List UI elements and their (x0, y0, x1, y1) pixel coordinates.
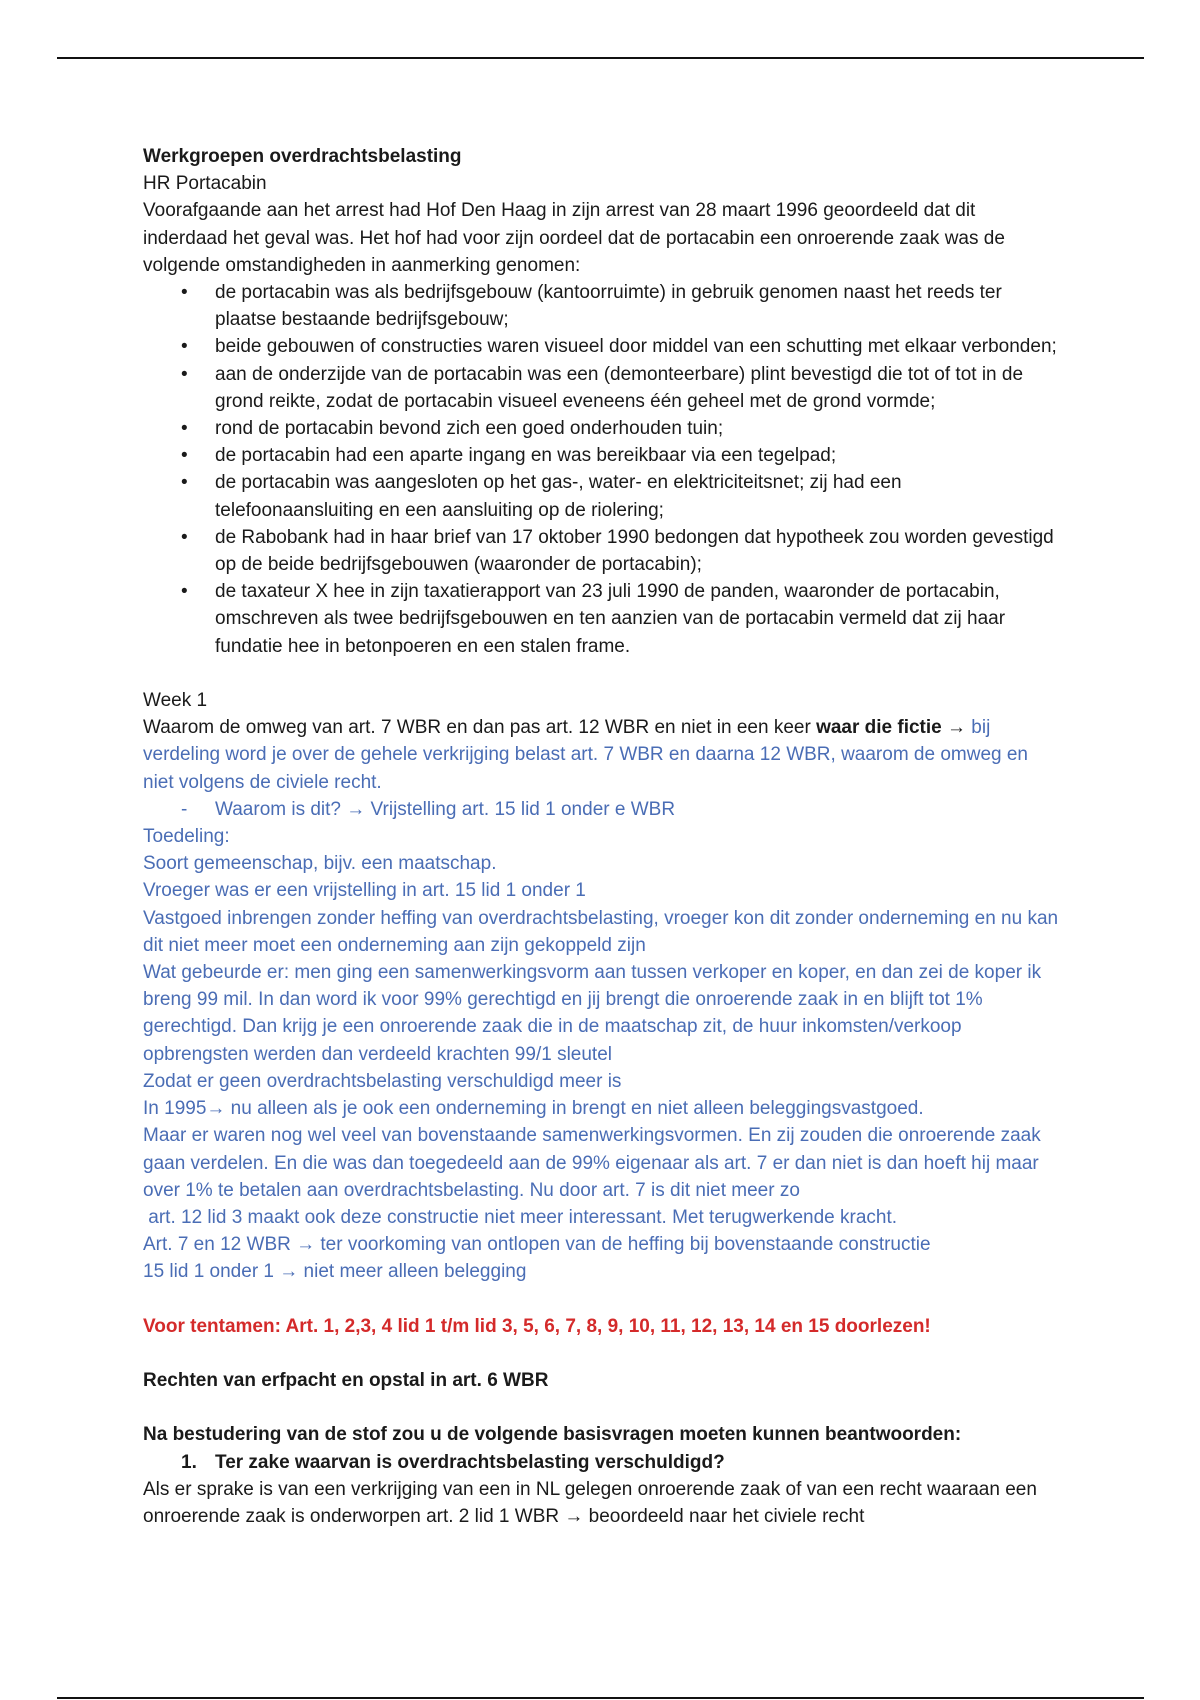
answer-paragraph: Als er sprake is van een verkrijging van een in NL gelegen onroerende zaak of van een recht waaraan een onroerende zaak is onderworpen art. 2 lid 1 WBR → beoordeeld naar het civiele recht (143, 1478, 1037, 1528)
note-line: Art. 7 en 12 WBR → ter voorkoming van ontlopen van de heffing bij bovenstaande constructie (143, 1234, 931, 1256)
note-line: art. 12 lid 3 maakt ook deze constructie niet meer interessant. Met terugwerkende kracht. (143, 1206, 898, 1228)
bullet-icon: • (181, 472, 188, 494)
footer-rule (57, 1697, 1144, 1699)
document-subtitle: HR Portacabin (143, 173, 267, 195)
list-item: • rond de portacabin bevond zich een goed onderhouden tuin; (143, 415, 1063, 442)
document-title: Werkgroepen overdrachtsbelasting (143, 146, 462, 167)
note-line: Wat gebeurde er: men ging een samenwerkingsvorm aan tussen verkoper en koper, en dan zei de koper ik breng 99 mil. In dan word ik voor 99% gerechtigd en jij brengt die onroerende zaak in en blijft tot 1% gerechtigd. Dan krijg je een onroerende zaak die in de maatschap zit, de huur inkomsten/verkoop opbrengsten werden dan verdeeld krachten 99/1 sleutel (143, 962, 1042, 1065)
list-item: • aan de onderzijde van de portacabin was een (demonteerbare) plint bevestigd die tot of tot in de grond reikte, zodat de portacabin visueel eveneens één geheel met de grond vormde; (143, 361, 1063, 415)
note-line: In 1995→ nu alleen als je ook een onderneming in brengt en niet alleen beleggingsvastgoed. (143, 1098, 924, 1120)
note-line: Vroeger was er een vrijstelling in art. 15 lid 1 onder 1 (143, 880, 586, 902)
dash-list-item: - Waarom is dit? → Vrijstelling art. 15 lid 1 onder e WBR (181, 798, 676, 820)
week-question: Waarom de omweg van art. 7 WBR en dan pas art. 12 WBR en niet in een keer waar die fictie → bij verdeling word je over de gehele verkrijging belast art. 7 WBR en daarna 12 WBR, waarom de omweg en niet volgens de civiele recht. (143, 717, 1029, 793)
list-item: • de portacabin was aangesloten op het gas-, water- en elektriciteitsnet; zij had een telefoonaansluiting en een aansluiting op de riolering; (143, 469, 1063, 523)
bullet-icon: • (181, 336, 188, 358)
note-line: 15 lid 1 onder 1 → niet meer alleen belegging (143, 1261, 527, 1283)
arrow-icon: → (947, 717, 967, 739)
spacer (143, 1394, 1063, 1421)
document-body (143, 143, 1063, 1530)
week-heading: Week 1 (143, 690, 208, 712)
bullet-icon: • (181, 282, 188, 304)
note-line: Zodat er geen overdrachtsbelasting verschuldigd meer is (143, 1070, 622, 1092)
bullet-icon: • (181, 418, 188, 440)
header-rule (57, 57, 1144, 59)
list-item: • de portacabin was als bedrijfsgebouw (kantoorruimte) in gebruik genomen naast het reeds ter plaatse bestaande bedrijfsgebouw; (143, 279, 1063, 333)
list-item: • beide gebouwen of constructies waren visueel door middel van een schutting met elkaar verbonden; (143, 333, 1063, 360)
question-item: 1. Ter zake waarvan is overdrachtsbelasting verschuldigd? (181, 1451, 725, 1473)
list-item: • de Rabobank had in haar brief van 17 oktober 1990 bedongen dat hypotheek zou worden gevestigd op de beide bedrijfsgebouwen (waaronder de portacabin); (143, 524, 1063, 578)
list-item: • de portacabin had een aparte ingang en was bereikbaar via een tegelpad; (143, 442, 1063, 469)
spacer (143, 660, 1063, 687)
bullet-icon: • (181, 445, 188, 467)
section-heading: Rechten van erfpacht en opstal in art. 6 WBR (143, 1370, 549, 1392)
note-line: Toedeling: (143, 826, 230, 848)
bullet-icon: • (181, 581, 188, 603)
note-line: Maar er waren nog wel veel van bovenstaande samenwerkingsvormen. En zij zouden die onroerende zaak gaan verdelen. En die was dan toegedeeld aan de 99% eigenaar als art. 7 er dan niet is dan hoeft hij maar over 1% te betalen aan overdrachtsbelasting. Nu door art. 7 is dit niet meer zo (143, 1125, 1041, 1201)
intro-paragraph: Voorafgaande aan het arrest had Hof Den Haag in zijn arrest van 28 maart 1996 geoordeeld dat dit inderdaad het geval was. Het hof had voor zijn oordeel dat de portacabin een onroerende zaak was de volgende omstandigheden in aanmerking genomen: (143, 200, 1005, 276)
spacer (143, 1286, 1063, 1313)
spacer (143, 1340, 1063, 1367)
note-line: Soort gemeenschap, bijv. een maatschap. (143, 853, 497, 875)
note-line: Vastgoed inbrengen zonder heffing van overdrachtsbelasting, vroeger kon dit zonder onderneming en nu kan dit niet meer moet een onderneming aan zijn gekoppeld zijn (143, 907, 1059, 956)
questions-intro: Na bestudering van de stof zou u de volgende basisvragen moeten kunnen beantwoorden: (143, 1424, 962, 1446)
list-item: • de taxateur X hee in zijn taxatierapport van 23 juli 1990 de panden, waaronder de portacabin, omschreven als twee bedrijfsgebouwen en ten aanzien van de portacabin vermeld dat zij haar fundatie hee in betonpoeren en een stalen frame. (143, 578, 1063, 660)
exam-note: Voor tentamen: Art. 1, 2,3, 4 lid 1 t/m lid 3, 5, 6, 7, 8, 9, 10, 11, 12, 13, 14 en 15 doorlezen! (143, 1315, 931, 1337)
circumstances-list (143, 279, 1063, 660)
bullet-icon: • (181, 526, 188, 548)
bullet-icon: • (181, 363, 188, 385)
